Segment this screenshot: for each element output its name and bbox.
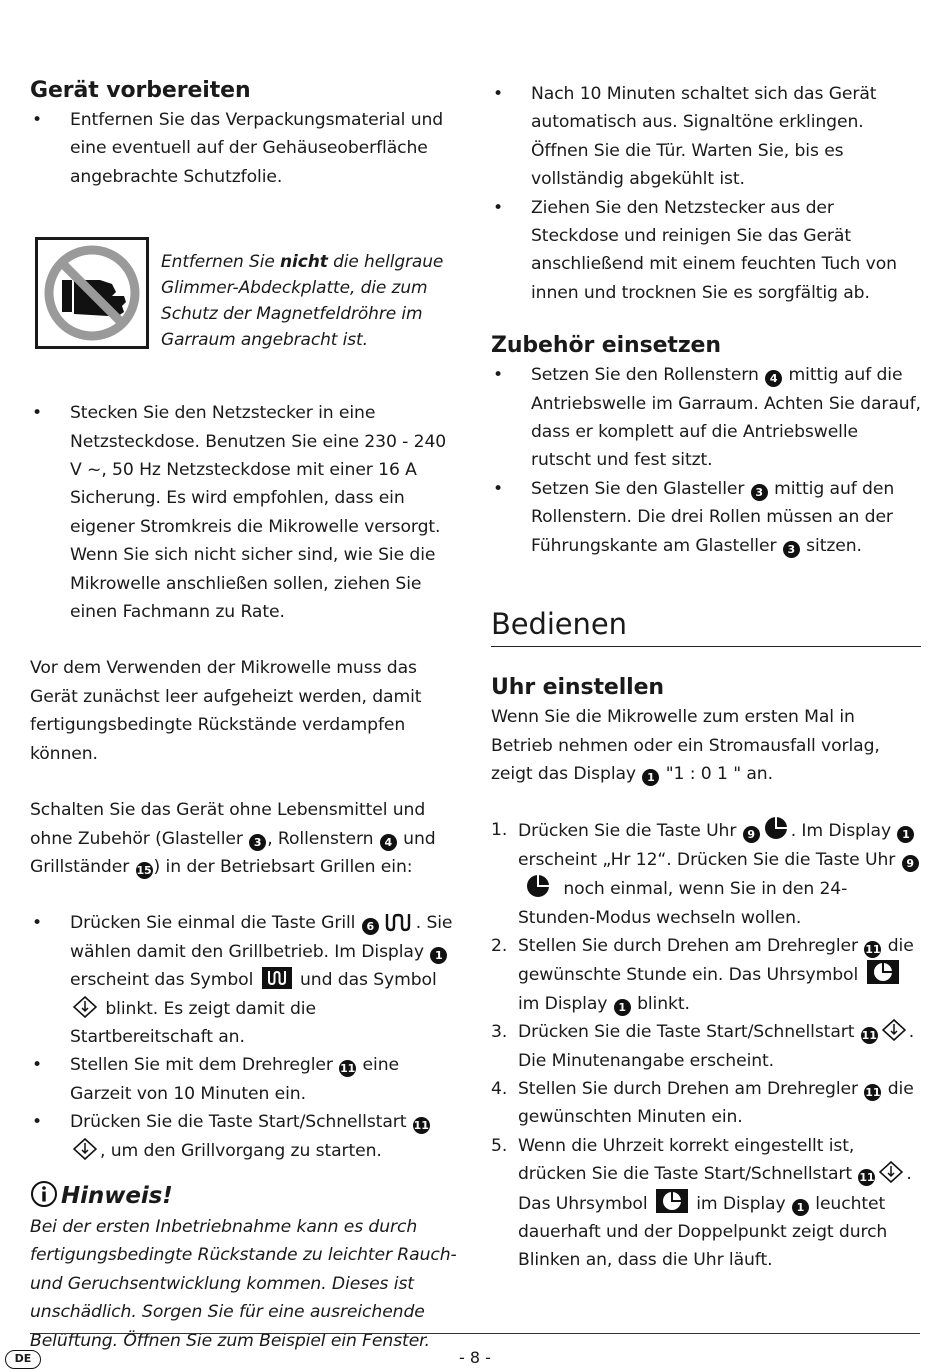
start-icon [73,1138,97,1160]
list-item: • Ziehen Sie den Netzstecker aus der Steckdose und reinigen Sie das Gerät anschließend mit einem feuchten Tuch von innen und trocknen Sie es sorgfältig ab. [491,194,921,308]
ref-marker-roller-ring: 4 [380,834,397,851]
start-icon [73,996,97,1018]
list-item: 3. Drücken Sie die Taste Start/Schnellstart 11 . Die Minutenangabe erscheint. [491,1018,921,1075]
info-icon [30,1180,58,1208]
ref-marker-display: 1 [430,947,447,964]
plug-list [30,399,460,626]
ref-marker-glass-plate: 3 [751,484,768,501]
ref-marker-dial: 11 [865,942,881,956]
ref-marker-dial: 11 [865,1085,881,1099]
page-number: - 8 - [459,1348,491,1367]
footer-divider [30,1333,920,1334]
clock-icon [526,874,550,898]
start-icon [882,1019,906,1041]
ref-marker-dial: 11 [340,1062,356,1076]
list-item: 2. Stellen Sie durch Drehen am Drehregler 11 die gewünschte Stunde ein. Das Uhrsymbol im Display 1 blinkt. [491,935,914,1014]
clock-intro-paragraph: Wenn Sie die Mikrowelle zum ersten Mal in Betrieb nehmen oder ein Stromausfall vorlag, zeigt das Display 1 "1 : 0 1 " an. [491,707,880,784]
list-item: • Setzen Sie den Glasteller 3 mittig auf den Rollenstern. Die drei Rollen müssen an der Führungskante am Glasteller 3 sitzen. [491,475,921,560]
left-column [30,76,460,1355]
ref-marker-dial: 11 [413,1119,429,1133]
list-item: 4. Stellen Sie durch Drehen am Drehregler 11 die gewünschten Minuten ein. [491,1078,914,1128]
warning-pictogram [35,237,149,349]
list-item: • Stellen Sie mit dem Drehregler 11 eine Garzeit von 10 Minuten ein. [30,1051,460,1108]
list-item: • Stecken Sie den Netzstecker in eine Netzsteckdose. Benutzen Sie eine 230 - 240 V ~, 50 Hz Netzsteckdose mit einer 16 A Sicherung. Es wird empfohlen, dass ein eigener Stromkreis die Mikrowelle versorgt. Wenn Sie sich nicht sicher sind, wie Sie die Mikrowelle anschließen sollen, ziehen Sie einen Fachmann zu Rate. [30,399,460,626]
grill-display-icon [262,967,292,989]
warning-box [30,221,460,349]
hint-box [30,1179,460,1355]
language-badge: DE [5,1350,41,1369]
clock-icon [764,816,788,840]
list-item: • Drücken Sie einmal die Taste Grill 6 . Sie wählen damit den Grillbetrieb. Im Display 1 erscheint das Symbol und das Symbol blinkt. Es zeigt damit die Startbereitschaft an. [30,909,460,1051]
ref-marker-display: 1 [642,769,659,786]
grill-steps-list [30,909,460,1165]
heading-operate: Bedienen [491,607,627,642]
clock-steps-list [491,816,921,1275]
grill-mode-paragraph: Schalten Sie das Gerät ohne Lebensmittel und ohne Zubehör (Glasteller 3 , Rollenstern 4 und Grillständer 15 ) in der Betriebsart Grillen ein: [30,800,436,877]
accessories-list [491,361,921,560]
ref-marker-clock-button: 9 [902,855,919,872]
after-preheat-list [491,80,921,307]
no-touch-hand-icon [38,240,146,346]
ref-marker-display: 1 [614,999,631,1016]
list-item: • Nach 10 Minuten schaltet sich das Gerät automatisch aus. Signaltöne erklingen. Öffnen Sie die Tür. Warten Sie, bis es vollständig abgekühlt ist. [491,80,921,194]
ref-marker-roller-ring: 4 [765,370,782,387]
ref-marker-dial: 11 [861,1029,877,1043]
start-icon [879,1161,903,1183]
ref-marker-glass-plate: 3 [249,834,266,851]
list-item: • Setzen Sie den Rollenstern 4 mittig auf die Antriebswelle im Garraum. Achten Sie darauf, dass er komplett auf die Antriebswelle rutscht und fest sitzt. [491,361,921,475]
list-item: • Entfernen Sie das Verpackungsmaterial und eine eventuell auf der Gehäuseoberfläche angebrachte Schutzfolie. [30,106,460,191]
heading-prepare-device: Gerät vorbereiten [30,78,251,103]
preheat-paragraph: Vor dem Verwenden der Mikrowelle muss das Gerät zunächst leer aufgeheizt werden, damit fertigungsbedingte Rückstände verdampfen können. [30,658,422,764]
hint-text: Bei der ersten Inbetriebnahme kann es durch fertigungsbedingte Rückstande zu leichter Rauch- und Geruchsentwicklung kommen. Dieses ist unschädlich. Sorgen Sie für eine ausreichende Belüftung. Öffnen Sie zum Beispiel ein Fenster. [30,1216,457,1351]
grill-icon [383,912,413,932]
ref-marker-clock-button: 9 [743,826,760,843]
ref-marker-grill-button: 6 [362,918,379,935]
ref-marker-grill-rack: 15 [136,863,152,877]
list-item: 5. Wenn die Uhrzeit korrekt eingestellt ist, drücken Sie die Taste Start/Schnellstart 11 . Das Uhrsymbol im Display 1 leuchtet dauerhaft und der Doppelpunkt zeigt durch Blinken an, dass die Uhr läuft. [491,1135,912,1271]
hint-title: Hinweis! [30,1179,460,1213]
list-item: 1. Drücken Sie die Taste Uhr 9 . Im Display 1 erscheint „Hr 12“. Drücken Sie die Taste Uhr 9 noch einmal, wenn Sie in den 24-Stunden-Modus wechseln wollen. [491,816,921,932]
heading-set-clock: Uhr einstellen [491,675,664,701]
ref-marker-dial: 11 [859,1171,875,1185]
clock-display-icon [867,960,899,984]
ref-marker-glass-plate: 3 [783,541,800,558]
right-column [491,76,921,1275]
clock-display-icon [656,1189,688,1213]
warning-text: Entfernen Sie nicht die hellgraue Glimmer-Abdeckplatte, die zum Schutz der Magnetfeldröhre im Garraum angebracht ist. [161,252,444,351]
prepare-list [30,106,460,191]
heading-insert-accessories: Zubehör einsetzen [491,333,721,359]
section-header-operate [491,606,921,647]
ref-marker-display: 1 [897,826,914,843]
ref-marker-display: 1 [792,1199,809,1216]
list-item: • Drücken Sie die Taste Start/Schnellstart 11, um den Grillvorgang zu starten. [30,1108,460,1165]
